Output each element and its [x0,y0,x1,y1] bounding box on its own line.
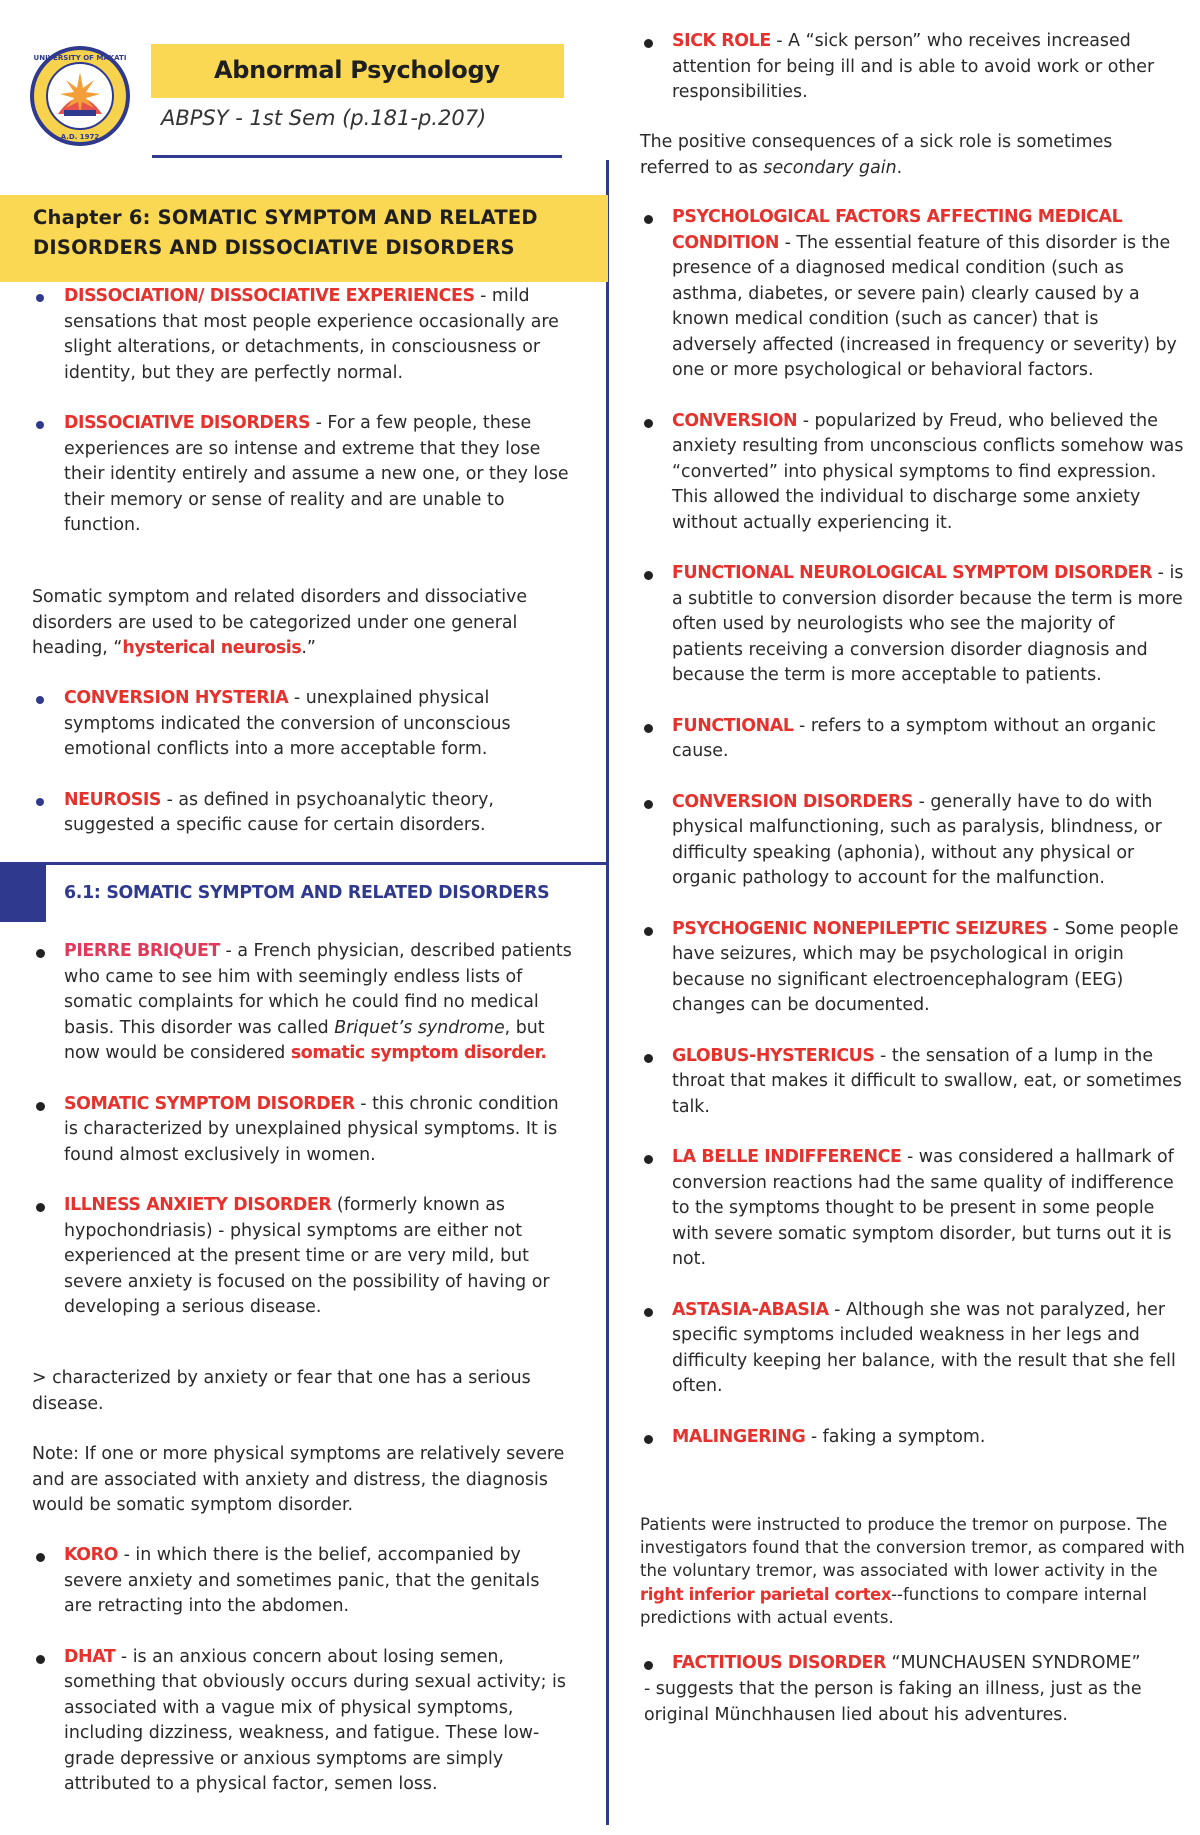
definition: - faking a symptom. [805,1426,986,1447]
list-item [640,561,1185,689]
culture-list [32,1543,572,1798]
definition: (formerly known as hypochondriasis) - physical symptoms are either not experienced at the present time or are very mild, but severe anxiety is focused on the possibility of having or developing a serious disease. [64,1195,550,1317]
list-item [32,1092,572,1169]
hysterical-neurosis-paragraph [32,585,582,662]
dissociation-list [32,284,572,539]
list-item [640,409,1185,537]
section-accent-bar [0,862,46,922]
list-item [32,939,572,1067]
document-title: Abnormal Psychology [214,56,500,84]
term: ASTASIA-ABASIA [672,1299,829,1320]
paragraph-text: --functions to compare internal predictions with actual events. [640,1584,1148,1627]
definition: - the sensation of a lump in the throat that makes it difficult to swallow, eat, or sometimes talk. [672,1045,1182,1117]
list-item [640,1651,1185,1677]
tremor-paragraph [640,1513,1185,1629]
list-item [640,1298,1185,1400]
definition: - as defined in psychoanalytic theory, suggested a specific cause for certain disorders. [64,789,494,835]
list-item [32,1645,572,1798]
italic-term: Briquet’s syndrome [334,1017,505,1038]
italic-term: secondary gain [763,157,897,178]
section-heading: 6.1: SOMATIC SYMPTOM AND RELATED DISORDERS [64,883,550,903]
list-item [640,790,1185,892]
term: CONVERSION HYSTERIA [64,688,289,708]
chapter-heading-line2: DISORDERS AND DISSOCIATIVE DISORDERS [33,236,515,259]
factitious-description: - suggests that the person is faking an illness, just as the original Münchhausen lied about his adventures. [644,1679,1142,1725]
list-item [32,686,572,763]
list-item [640,29,1185,106]
definition: - was considered a hallmark of conversion reactions had the same quality of indifference to the symptoms thought to be present in some people with severe somatic symptom disorder, but turns out it is not. [672,1147,1174,1269]
column-divider [606,160,609,1825]
paragraph-text: . [896,157,903,178]
term: ILLNESS ANXIETY DISORDER [64,1195,332,1215]
term: PSYCHOGENIC NONEPILEPTIC SEIZURES [672,918,1048,939]
header-divider [152,155,562,158]
note-characterized: > characterized by anxiety or fear that one has a serious disease. [32,1368,531,1414]
term: FACTITIOUS DISORDER [672,1653,886,1673]
definition: - in which there is the belief, accompanied by severe anxiety and sometimes panic, that the genitals are retracting into the abdomen. [64,1545,540,1616]
document-subtitle: ABPSY - 1st Sem (p.181-p.207) [161,106,487,130]
definition: - this chronic condition is characterized by unexplained physical symptoms. It is found almost exclusively in women. [64,1093,559,1165]
term: DISSOCIATIVE DISORDERS [64,413,311,433]
term: PSYCHOLOGICAL FACTORS AFFECTING MEDICAL CONDITION [672,207,1123,253]
definition: - refers to a symptom without an organic cause. [672,715,1157,761]
factitious-list [640,1651,1185,1677]
term: PIERRE BRIQUET [64,941,220,961]
chapter-heading-line1: Chapter 6: SOMATIC SYMPTOM AND RELATED [33,206,538,229]
definition: - generally have to do with physical malfunctioning, such as paralysis, blindness, or difficulty speaking (aphonia), without any physical or organic pathology to account for the malfunction. [672,791,1162,888]
term: NEUROSIS [64,789,162,810]
term: FUNCTIONAL [672,715,794,736]
somatic-list [32,939,572,1321]
list-item [32,1193,572,1321]
definition: , but now would be considered [64,1017,545,1063]
university-seal-logo [28,44,132,148]
term: MALINGERING [672,1426,806,1447]
note-diagnosis: Note: If one or more physical symptoms are relatively severe and are associated with anxiety and distress, the diagnosis would be somatic symptom disorder. [32,1444,565,1515]
definition: - unexplained physical symptoms indicated the conversion of unconscious emotional conflicts into a more acceptable form. [64,688,511,759]
term: GLOBUS-HYSTERICUS [672,1045,875,1066]
term: hysterical neurosis [122,638,302,658]
definition: “MUNCHAUSEN SYNDROME” [885,1653,1141,1673]
definition: - is a subtitle to conversion disorder because the term is more often used by neurologists who see the majority of patients receiving a conversion disorder diagnosis and because the term is more acceptable to patients. [672,563,1184,685]
term: DISSOCIATION/ DISSOCIATIVE EXPERIENCES [64,286,475,306]
term: DHAT [64,1646,116,1667]
list-item [32,1543,572,1620]
secondary-gain-paragraph [640,130,1180,181]
definition: - For a few people, these experiences are so intense and extreme that they lose their identity entirely and assume a new one, or they lose their memory or sense of reality and are unable to function. [64,413,569,535]
list-item [32,411,572,539]
paragraph-text: The positive consequences of a sick role is sometimes referred to as [640,132,1113,178]
list-item [640,1145,1185,1273]
sick-role-list [640,29,1185,106]
definition: - The essential feature of this disorder is the presence of a diagnosed medical condition (such as asthma, diabetes, or severe pain) clearly caused by a known medical condition (such as cancer) that is adversely affected (increased in frequency or severity) by one or more psychological or behavioral factors. [672,232,1177,380]
definition: - A “sick person” who receives increased attention for being ill and is able to avoid work or other responsibilities. [672,31,1155,102]
term: CONVERSION DISORDERS [672,791,914,812]
definition: - Although she was not paralyzed, her specific symptoms included weakness in her legs and difficulty keeping her balance, with the result that she fell often. [672,1299,1176,1396]
svg-text:UNIVERSITY OF MAKATI: UNIVERSITY OF MAKATI [33,54,127,62]
list-item [640,205,1185,384]
paragraph-text: Patients were instructed to produce the tremor on purpose. The investigators found that the conversion tremor, as compared with the voluntary tremor, was associated with lower activity in the [640,1515,1185,1581]
paragraph-text: Somatic symptom and related disorders and dissociative disorders are used to be categorized under one general heading, “ [32,587,528,658]
term: SICK ROLE [672,31,771,51]
term: right inferior parietal cortex [640,1584,892,1604]
list-item [640,1425,1185,1451]
svg-text:A.D. 1972: A.D. 1972 [60,133,100,141]
paragraph-text: .” [301,638,316,658]
definition: - is an anxious concern about losing semen, something that obviously occurs during sexual activity; is associated with a vague mix of physical symptoms, including dizziness, weakness, and fatigue. These low-grade depressive or anxious symptoms are simply attributed to a physical factor, semen loss. [64,1646,566,1794]
hysteria-list [32,686,572,839]
term: FUNCTIONAL NEUROLOGICAL SYMPTOM DISORDER [672,563,1153,583]
conversion-list [640,205,1185,1450]
term: somatic symptom disorder. [290,1043,547,1063]
list-item [32,284,572,386]
list-item [32,788,572,839]
chapter-heading [33,203,593,263]
list-item [640,917,1185,1019]
definition: - a French physician, described patients who came to see him with seemingly endless lists of somatic complaints for which he could find no medical basis. This disorder was called [64,941,572,1038]
definition: - mild sensations that most people experience occasionally are slight alterations, or detachments, in consciousness or identity, but they are perfectly normal. [64,286,559,383]
section-divider [0,862,608,865]
list-item [640,714,1185,765]
definition: - popularized by Freud, who believed the anxiety resulting from unconscious conflicts somehow was “converted” into physical symptoms to find expression. This allowed the individual to discharge some anxiety without actually experiencing it. [672,410,1184,533]
term: SOMATIC SYMPTOM DISORDER [64,1093,355,1114]
term: LA BELLE INDIFFERENCE [672,1147,902,1167]
list-item [640,1044,1185,1121]
term: CONVERSION [672,410,798,431]
term: KORO [64,1545,119,1565]
definition: - Some people have seizures, which may be psychological in origin because no significant electroencephalogram (EEG) changes can be documented. [672,918,1179,1015]
